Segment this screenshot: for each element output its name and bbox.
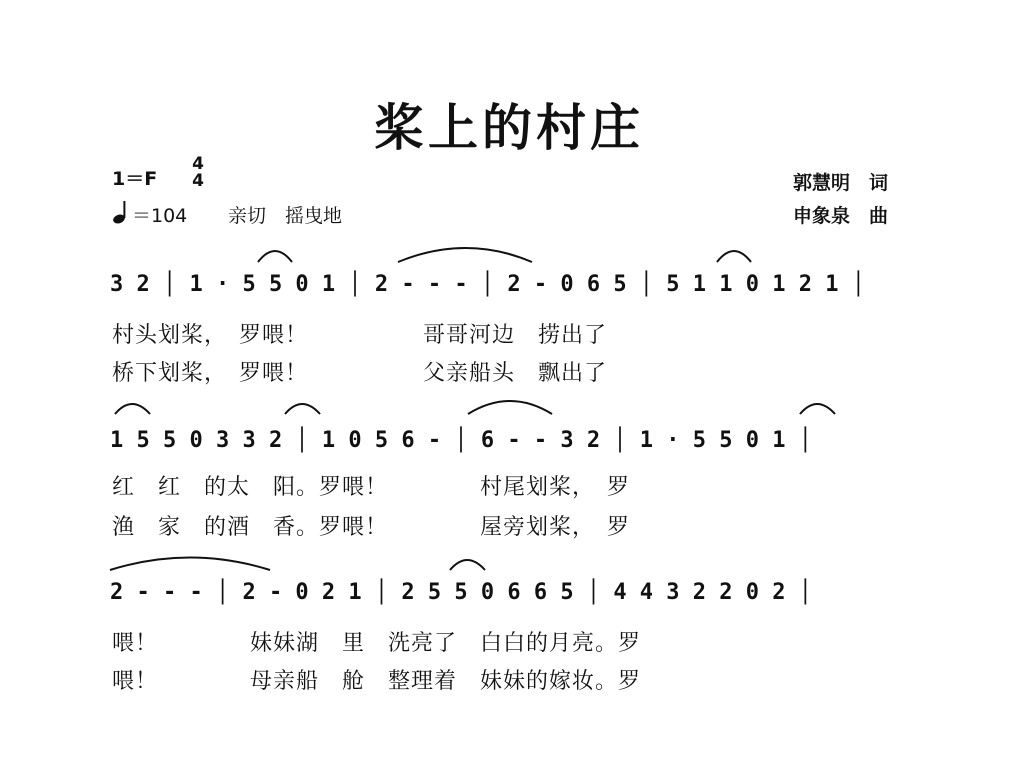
slur — [258, 251, 292, 262]
tie — [468, 401, 552, 414]
slur — [717, 251, 751, 262]
notation-line-1: 3 2 │ 1 · 5 5 0 1 │ 2 - - - │ 2 - 0 6 5 │ 5 1 1 0 1 2 1 │ — [110, 272, 865, 297]
slur — [800, 404, 835, 414]
time-signature-top: 4 — [192, 154, 204, 174]
tempo-expression: 亲切 摇曳地 — [228, 205, 343, 227]
slur — [285, 404, 320, 414]
tie — [398, 248, 532, 262]
key-signature: 1＝F — [112, 168, 158, 190]
tempo-value: ＝104 — [132, 205, 188, 227]
tie — [110, 558, 270, 571]
time-signature-bottom: 4 — [192, 171, 204, 191]
notation-line-3: 2 - - - │ 2 - 0 2 1 │ 2 5 5 0 6 6 5 │ 4 4 3 2 2 0 2 │ — [110, 580, 812, 605]
lyrics-line-1-verse-1: 村头划桨， 罗喂！ 哥哥河边 捞出了 — [112, 323, 608, 348]
song-title: 桨上的村庄 — [374, 99, 644, 157]
lyricist-credit: 郭慧明 词 — [793, 172, 889, 194]
slur — [115, 404, 150, 414]
lyrics-line-2-verse-1: 红 红 的太 阳。罗喂！ 村尾划桨， 罗 — [112, 475, 631, 500]
lyrics-line-1-verse-2: 桥下划桨， 罗喂！ 父亲船头 飘出了 — [112, 361, 608, 386]
lyrics-line-2-verse-2: 渔 家 的酒 香。罗喂！ 屋旁划桨， 罗 — [112, 515, 631, 540]
composer-credit: 申象泉 曲 — [793, 205, 889, 227]
lyrics-line-3-verse-1: 喂！ 妹妹湖 里 洗亮了 白白的月亮。罗 — [112, 631, 642, 656]
slur — [450, 560, 485, 570]
lyrics-line-3-verse-2: 喂！ 母亲船 舱 整理着 妹妹的嫁妆。罗 — [112, 669, 642, 694]
notation-line-2: 1 5 5 0 3 3 2 │ 1 0 5 6 - │ 6 - - 3 2 │ 1 · 5 5 0 1 │ — [110, 428, 812, 453]
